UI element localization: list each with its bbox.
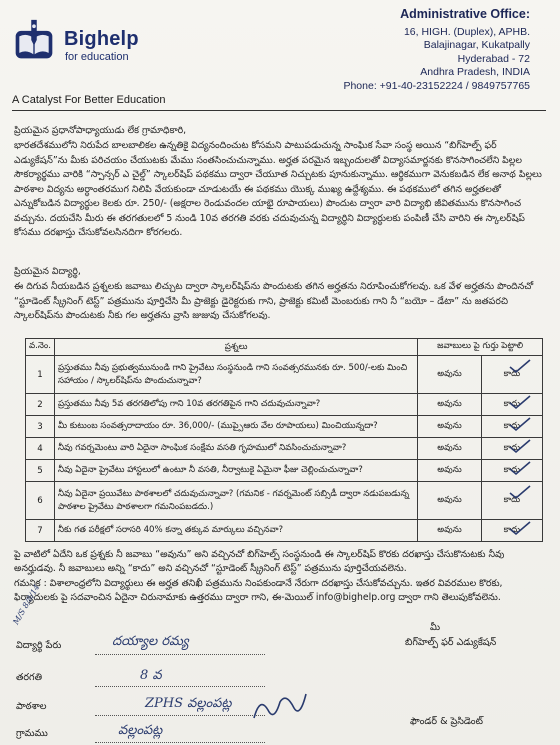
header-serial-no: వ.నెం.	[26, 339, 55, 356]
school-field[interactable]: ZPHS వల్లంపట్ల	[145, 696, 232, 711]
no-option[interactable]	[481, 356, 542, 394]
office-heading: Administrative Office:	[400, 7, 530, 21]
row-question: నీవు ఏదైనా ప్రయివేటు పాఠశాలలో చదువుచున్నావా? (గమనిక - గవర్నమెంట్ సబ్సిడీ ద్వారా నడుపబడున్న పాఠశాల ప్రైవేటు పాఠశాలగా గమనింపబడదు.)	[54, 482, 417, 520]
no-option[interactable]	[481, 482, 542, 520]
table-row	[26, 416, 543, 438]
table-row	[26, 482, 543, 520]
checkmark-icon	[508, 460, 532, 476]
no-option[interactable]	[481, 394, 542, 416]
row-number: 5	[26, 460, 55, 482]
letter-paragraph-2: ఈ దిగువ నీయబడిన ప్రశ్నలకు జవాబు లిచ్చుట ద్వారా స్కాలర్‌షిప్‌ను పొందుటకు తగిన అర్హతను నిరూపించుకోగలవు. ఒక వేళ అర్హతను పొందినచో “స్టూడెంట్ స్క్రీనింగ్ టెస్ట్” పత్రమును పూర్తిచేసి మీ ప్రాజెక్టు డైరెక్టరుకు గాని, ప్రాజెక్టు కమిటీ మెంబరుకు గాని నీ “బయో – డేటా” ను జతపరచి స్కాలర్‌షిప్‌ను పొందుటకు నీకు గల అర్హతను వ్రాసి జుజువు చేసుకోగలవు.	[14, 281, 534, 321]
yes-option[interactable]: అవును	[418, 482, 481, 520]
yes-option[interactable]: అవును	[418, 438, 481, 460]
row-number: 2	[26, 394, 55, 416]
table-row	[26, 394, 543, 416]
row-number: 7	[26, 520, 55, 542]
school-label: పాఠశాల	[16, 701, 47, 712]
office-line-3: Hyderabad - 72	[457, 52, 530, 65]
header-answers: జవాబులు పై గుర్తు పెట్టాలి	[418, 339, 543, 356]
no-option[interactable]	[481, 438, 542, 460]
school-line	[95, 715, 265, 716]
table-row	[26, 438, 543, 460]
class-line	[95, 686, 265, 687]
header-divider	[12, 110, 546, 111]
letter-salutation: ప్రియమైన ప్రధానోపాధ్యాయుడు లేక గ్రామాధికారి,	[14, 125, 187, 136]
row-question: నీవు గవర్నమెంటు వారి ఏదైనా సాంఘిక సంక్షేమ వసతి గృహములో నివసించుచున్నావా?	[54, 438, 417, 460]
office-address-block	[330, 8, 530, 93]
class-label: తరగతి	[16, 672, 42, 683]
yes-option[interactable]: అవును	[418, 416, 481, 438]
student-name-label: విద్యార్థి పేరు	[16, 640, 62, 651]
office-line-2: Balajinagar, Kukatpally	[423, 39, 530, 51]
student-salutation: ప్రియమైన విద్యార్థి,	[14, 266, 81, 277]
no-option-label: కాదు	[503, 398, 521, 409]
margin-handwritten-note: M/S 8/8/14	[11, 582, 42, 627]
checkmark-icon	[508, 394, 532, 410]
office-phone: Phone: +91-40-23152224 / 9849757765	[343, 79, 530, 92]
checkmark-icon	[508, 484, 532, 500]
checkmark-icon	[508, 358, 532, 374]
row-question: ప్రస్తుతము నీవు ప్రభుత్వమునుండి గాని ప్రైవేటు సంస్థనుండి గాని సంవత్సరమునకు రూ. 500/-లకు మించి సహాయం / స్కాలర్‌షిప్‌ను పొందుచున్నావా?	[54, 356, 417, 394]
yes-option[interactable]: అవును	[418, 394, 481, 416]
regards-label: మీ	[430, 622, 441, 633]
no-option-label: కాదు	[503, 494, 521, 505]
yes-option[interactable]: అవును	[418, 460, 481, 482]
no-option-label: కాదు	[503, 442, 521, 453]
checkmark-icon	[508, 416, 532, 432]
village-field[interactable]: వల్లంపట్ల	[118, 723, 163, 738]
organization-signoff: బిగ్‌హెల్ప్ ఫర్ ఎడ్యుకేషన్	[405, 637, 497, 648]
table-row	[26, 520, 543, 542]
table-header-row	[26, 339, 543, 356]
brand-subtitle: for education	[65, 51, 129, 63]
row-number: 6	[26, 482, 55, 520]
pen-book-logo-icon	[12, 18, 56, 62]
class-field[interactable]: 8 వ	[140, 668, 162, 683]
no-option-label: కాదు	[503, 524, 521, 535]
student-name-field[interactable]: దయ్యాల రమ్య	[112, 634, 189, 649]
letter-paragraph-1: భారతదేశములోని నిరుపేద బాలబాలికల ఉన్నతికై విద్యనందించుట కోసమని పాటుపడుచున్న సాంఘిక సేవా సంస్థ అయిన “బిగ్‌హెల్ప్ ఫర్ ఎడ్యుకేషన్”ను మీకు పరిచయం చేయుటకు మేము సంతసించుచున్నాము. అర్హత పరమైన ఇబ్బందులతో విద్యాసమార్జనకు కొనసాగించలేని పిల్లల సౌకర్యార్థము వారికి “స్పాన్సర్ ఎ చైల్డ్” స్కాలర్‌షిప్ పథకము ద్వారా చేయూత నిచ్చుటకు పూనుకున్నాము. ఆర్థికముగా వెనుకబడిన లేక అనాథ పిల్లలు పాఠశాల విద్యను అర్ధాంతరముగ నిలిపి వేయకుండా చూడుటయే ఈ పథకము యొక్క ముఖ్య ఉద్దేశ్యము. ఈ పథకములో తగిన అర్హతలతో ఎన్నుకోబడిన విద్యార్థుల కెలకు రూ. 250/- (అక్షరాల రెండువందల యాభై రూపాయలు) పొందుట ద్వారా వారి విద్యాభి జీవితమును కొనసాగించ వచ్చును. దయచేసి మీరు ఈ తరగతులలో 5 నుండి 10వ తరగతి వరకు చదువుచున్న విద్యార్ధిని విద్యార్ధులకు పంపిణీ చేసి వారిని ఈ స్కాలర్‌షిప్ కోసము దరఖాస్తు చేసుకోవలసినదిగా కోరగలరు.	[14, 140, 542, 238]
student-name-line	[95, 654, 265, 655]
village-label: గ్రామము	[16, 728, 48, 739]
row-number: 4	[26, 438, 55, 460]
brand-name: Bighelp	[64, 28, 139, 50]
row-question: నీకు గత పరీక్షలో సరాసరి 40% కన్నా తక్కువ మార్కులు వచ్చినవా?	[54, 520, 417, 542]
no-option-label: కాదు	[503, 368, 521, 379]
eligibility-note: పై వాటిలో ఏదేని ఒక ప్రశ్నకు నీ జవాబు “అవును” అని వచ్చినచో బిగ్‌హెల్ప్ సంస్థనుండి ఈ స్కాలర్‌షిప్ కొరకు దరఖాస్తు చేసుకొనుటకు నీవు అనర్హుడవు. నీ జవాబులు అన్ని “కాదు” అని వచ్చినచో “స్టూడెంట్ స్క్రీనింగ్ టెస్ట్” పత్రమును పూర్తిచేయవలెను.	[14, 549, 505, 574]
row-number: 1	[26, 356, 55, 394]
no-option[interactable]	[481, 520, 542, 542]
no-option[interactable]	[481, 416, 542, 438]
row-number: 3	[26, 416, 55, 438]
table-row	[26, 460, 543, 482]
row-question: మీ కుటుంబ సంవత్సరాదాయం రూ. 36,000/- (ముప్పైఆరు వేల రూపాయలు) మించియున్నదా?	[54, 416, 417, 438]
checkmark-icon	[508, 520, 532, 536]
office-line-1: 16, HIGH. (Duplex), APHB.	[403, 25, 530, 38]
office-line-4: Andhra Pradesh, INDIA	[420, 66, 530, 78]
signature-image	[250, 688, 310, 724]
no-option-label: కాదు	[503, 420, 521, 431]
village-line	[95, 742, 265, 743]
bighelp-logo	[12, 18, 162, 68]
note-paragraph: గమనిక : విశాలాంధ్రలోని విద్యార్థులు ఈ అర్హత తనిఖీ పత్రమును నింపకుండానే నేరుగా దరఖాస్తు చేసుకోవచ్చును. ఇతర వివరముల కొరకు, ఫిర్యాదులకు పై సదవాంచిన ఏదైనా చిరునామాకు ఉత్తరము ద్వారా గాని, ఈ-మెయిల్ info@bighelp.org ద్వారా గాని తెలుపుకోవలెను.	[14, 578, 503, 603]
yes-option[interactable]: అవును	[418, 356, 481, 394]
tagline: A Catalyst For Better Education	[12, 94, 166, 106]
header-questions: ప్రశ్నలు	[54, 339, 417, 356]
row-question: ప్రస్తుతము నీవు 5వ తరగతిలోపు గాని 10వ తరగతిపైన గాని చదువుచున్నావా?	[54, 394, 417, 416]
checkmark-icon	[508, 438, 532, 454]
founder-signoff: ఫౌండర్ & ప్రెసిడెంట్	[410, 716, 483, 727]
no-option[interactable]	[481, 460, 542, 482]
table-row	[26, 356, 543, 394]
row-question: నీవు ఏదైనా ప్రైవేటు హాస్టలులో ఉంటూ నీ వసతి, నీర్వాటుకై ఏమైనా ఫీజు చెల్లించుచున్నావా?	[54, 460, 417, 482]
eligibility-question-table	[25, 338, 543, 542]
no-option-label: కాదు	[503, 464, 521, 475]
yes-option[interactable]: అవును	[418, 520, 481, 542]
